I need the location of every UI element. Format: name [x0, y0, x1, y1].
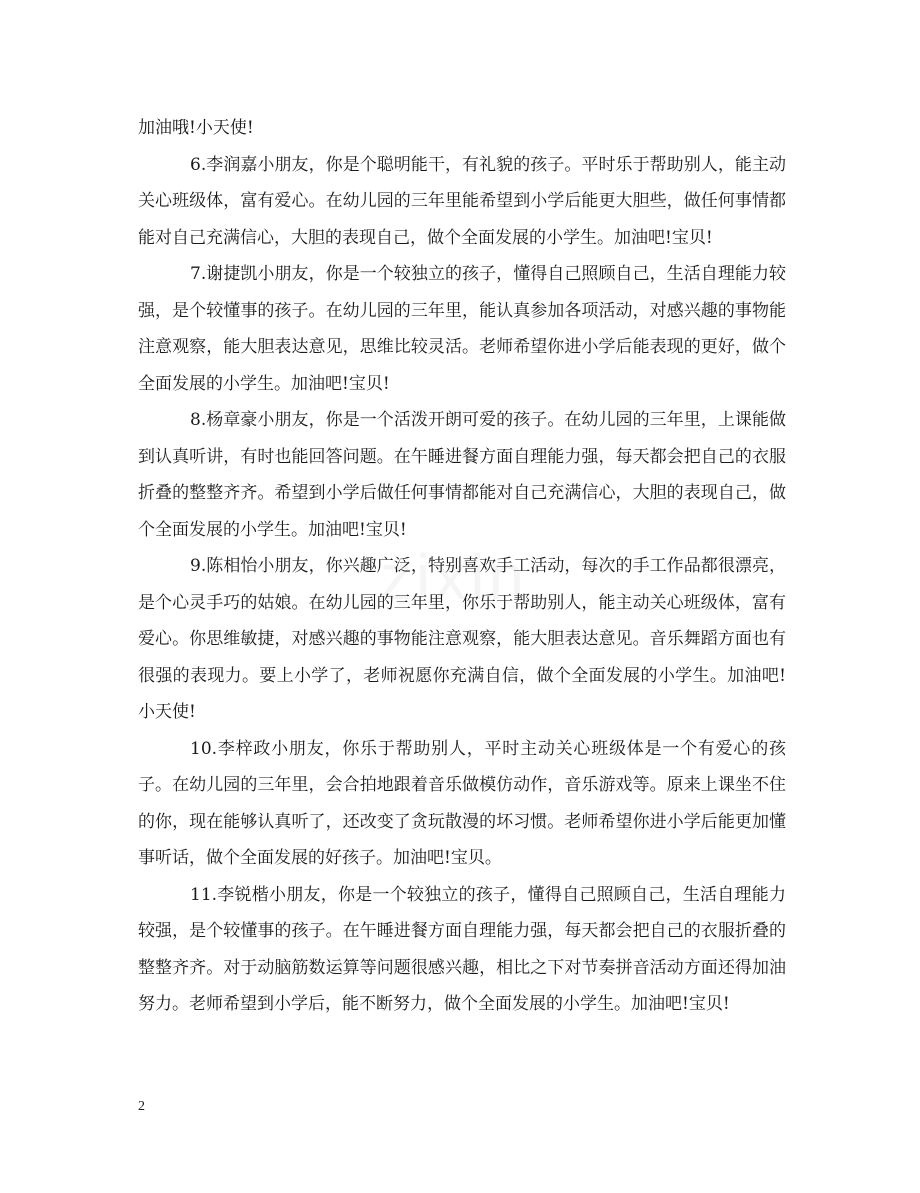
paragraph-item-6: 6.李润嘉小朋友，你是个聪明能干，有礼貌的孩子。平时乐于帮助别人，能主动关心班级体，富有爱心。在幼儿园的三年里能希望到小学后能更大胆些，做任何事情都能对自己充满信心，大胆的表现自己，做个全面发展的小学生。加油吧!宝贝! — [138, 154, 786, 248]
paragraph-item-11: 11.李锐楷小朋友，你是一个较独立的孩子，懂得自己照顾自己，生活自理能力较强，是个较懂事的孩子。在午睡进餐方面自理能力强，每天都会把自己的衣服折叠的整整齐齐。对于动脑筋数运算等问题很感兴趣，相比之下对节奏拼音活动方面还得加油努力。老师希望到小学后，能不断努力，做个全面发展的小学生。加油吧!宝贝! — [138, 884, 786, 1014]
document-body — [138, 110, 786, 1023]
paragraph-closing: 加油哦!小天使! — [138, 118, 254, 138]
paragraph-item-7: 7.谢捷凯小朋友，你是一个较独立的孩子，懂得自己照顾自己，生活自理能力较强，是个较懂事的孩子。在幼儿园的三年里，能认真参加各项活动，对感兴趣的事物能注意观察，能大胆表达意见，思维比较灵活。老师希望你进小学后能表现的更好，做个全面发展的小学生。加油吧!宝贝! — [138, 264, 786, 394]
watermark: zixin — [380, 541, 529, 613]
paragraph-item-9: 9.陈相怡小朋友，你兴趣广泛，特别喜欢手工活动，每次的手工作品都很漂亮，是个心灵手巧的姑娘。在幼儿园的三年里，你乐于帮助别人，能主动关心班级体，富有爱心。你思维敏捷，对感兴趣的事物能注意观察，能大胆表达意见。音乐舞蹈方面也有很强的表现力。要上小学了，老师祝愿你充满自信，做个全面发展的小学生。加油吧!小天使! — [138, 556, 786, 722]
paragraph-item-8: 8.杨章豪小朋友，你是一个活泼开朗可爱的孩子。在幼儿园的三年里，上课能做到认真听讲，有时也能回答问题。在午睡进餐方面自理能力强，每天都会把自己的衣服折叠的整整齐齐。希望到小学后做任何事情都能对自己充满信心，大胆的表现自己，做个全面发展的小学生。加油吧!宝贝! — [138, 410, 786, 540]
paragraph-item-10: 10.李梓政小朋友，你乐于帮助别人，平时主动关心班级体是一个有爱心的孩子。在幼儿园的三年里，会合拍地跟着音乐做模仿动作，音乐游戏等。原来上课坐不住的你，现在能够认真听了，还改变了贪玩散漫的坏习惯。老师希望你进小学后能更加懂事听话，做个全面发展的好孩子。加油吧!宝贝。 — [138, 738, 786, 868]
page-number: 2 — [138, 1099, 145, 1114]
